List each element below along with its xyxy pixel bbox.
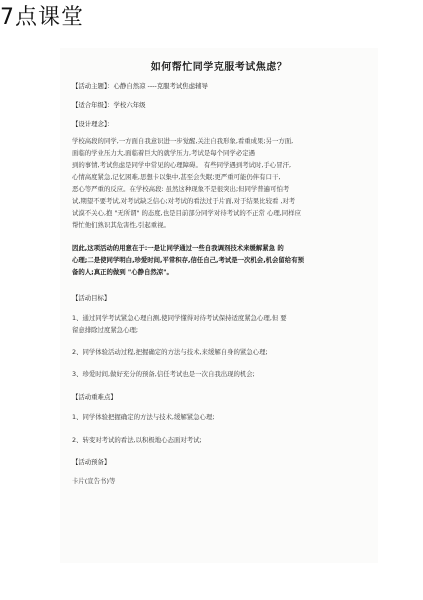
design-line: 心情高度紧急,记忆困难,思想卡以集中,甚至会失眠;更严重可能仍伴有口干, [72,173,281,181]
reason-line: 因此,这项活动的用意在于:一是让同学通过一些自我调剂技术来缓解紧急 的 [72,244,284,252]
target-grade: 【适合年级】：学校六年级 [72,101,146,109]
design-line: 面临的学业压力大,面临着巨大的就学压力,考试是每个同学必定遇 [72,149,255,157]
key-point-item: 2、转变对考试的看法,以积极地心态面对考试; [72,436,202,444]
document-title: 如何帮忙同学克服考试焦虑？ [150,62,288,73]
goal-item: 2、同学体验活动过程,把握确定的方法与技术,来缓解自身的紧急心理; [72,348,268,356]
reason-line: 心理;二是使同学明白,珍爱时间,平常积存,信任自己,考试是一次机会,机会留给有预 [72,256,304,264]
goal-item: 3、珍爱时间,做好充分的预备,信任考试也是一次自我出现的机会; [72,370,255,378]
design-heading: 【设计理念】： [72,120,114,128]
preparation-item: 卡片(宣告书)等 [72,477,116,485]
design-line: 帮忙他们熟识其危害性,引起重视。 [72,221,170,229]
key-point-item: 1、同学体验把握确定的方法与技术,缓解紧急心理; [72,413,215,421]
preparation-heading: 【活动预备】 [72,458,111,466]
goal-item: 留意排除过度紧急心理; [72,326,139,334]
design-line: 试漠不关心,抱 "无所谓" 的态度,也是目前部分同学对待考试的不正常 心理,同样应 [72,209,301,217]
reason-line: 备的人;真正的做到 "心静自然凉"。 [72,268,173,276]
design-line: 恶心等严重的反应。在学校高段: 虽然这种现象不是很突出;但同学普遍可怕考 [72,185,290,193]
design-line: 学校高段的同学,一方面自我意识进一步觉醒,关注自我形象,看重成果;另一方面, [72,137,294,145]
document-page [60,48,378,563]
goal-item: 1、通过同学考试紧急心理自测,使同学懂得对待考试保持适度紧急心理,但 要 [72,314,287,322]
key-points-heading: 【活动重难点】 [72,393,117,401]
activity-topic: 【活动主题】：心静自然凉 ----克服考试焦虑辅导 [72,82,208,90]
goals-heading: 【活动目标】 [72,294,111,302]
design-line: 到的事情,考试焦虑是同学中常见的心理障碍。 有些同学遇到考试时,手心冒汗, [72,161,292,169]
page-title: 7点课堂 [0,5,84,30]
design-line: 试,期望不要考试,对考试缺乏信心;对考试的看法过于片面,对于结果比较看 ,对考 [72,197,296,205]
